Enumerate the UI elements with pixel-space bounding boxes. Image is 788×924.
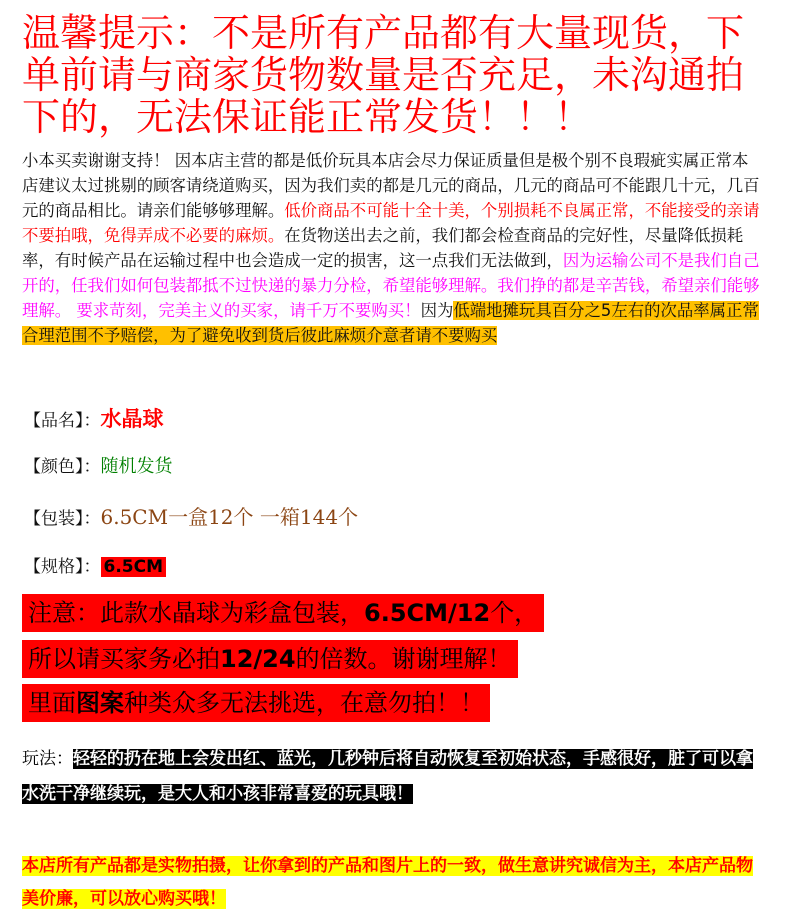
how-to-play xyxy=(22,742,767,812)
red-notice-line-3 xyxy=(22,684,490,722)
red-notice-1b: 6.5CM/12 xyxy=(364,599,491,627)
product-color-row xyxy=(24,452,173,482)
red-notice-2a: 所以请买家务必拍 xyxy=(28,645,220,673)
notice-because: 因为 xyxy=(420,301,454,320)
footer-text: 本店所有产品都是实物拍摄，让你拿到的产品和图片上的一致，做生意讲究诚信为主，本店产品物美价廉，可以放心购买哦！ xyxy=(22,856,753,909)
product-color-label: 【颜色】： xyxy=(24,457,101,477)
notice-defect-warning: 低价商品不可能十全十美，个别损耗不良属正常，不能接受的亲请不要拍哦，免得弄成不必要的麻烦。 xyxy=(22,201,760,245)
store-notice xyxy=(22,148,762,348)
product-pack-value: 6.5CM一盒12个 一箱144个 xyxy=(100,505,359,529)
notice-inspection: 在货物送出去之前，我们都会检查商品的完好性，尽量降低损耗率，有时候产品在运输过程中也会造成一定的损害，这一点我们无法做到， xyxy=(22,226,744,270)
product-pack-label: 【包装】： xyxy=(24,509,101,529)
red-notice-line-1 xyxy=(22,594,544,632)
red-notice-1a: 注意：此款水晶球为彩盒包装， xyxy=(28,599,364,627)
product-pack-row xyxy=(24,502,358,534)
red-notice-1c: 个， xyxy=(490,599,539,627)
product-color-value: 随机发货 xyxy=(100,456,173,477)
product-name-row xyxy=(24,404,164,436)
product-name-value: 水晶球 xyxy=(100,407,164,431)
product-spec-row xyxy=(24,552,166,582)
notice-intro: 小本买卖谢谢支持！ 因本店主营的都是低价玩具本店会尽力保证质量但是极个别不良瑕疵实属正常本店建议太过挑剔的顾客请绕道购买，因为我们卖的都是几元的商品，几元的商品可不能跟几十元，几百元的商品相比。请亲们能够够理解。 xyxy=(22,151,760,220)
red-notice-3b: 图案 xyxy=(76,689,124,717)
product-name-label: 【品名】： xyxy=(24,411,101,431)
product-spec-value: 6.5CM xyxy=(101,557,167,577)
red-notice-2b: 12/24 xyxy=(220,645,296,673)
play-text: 轻轻的扔在地上会发出红、蓝光，几秒钟后将自动恢复至初始状态，手感很好，脏了可以拿水洗干净继续玩，是大人和小孩非常喜爱的玩具哦！ xyxy=(22,749,753,804)
stock-warning: 温馨提示：不是所有产品都有大量现货，下单前请与商家货物数量是否充足，未沟通拍下的，无法保证能正常发货！！！ xyxy=(22,11,745,139)
red-notice-3a: 里面 xyxy=(28,689,76,717)
red-notice-2c: 的倍数。谢谢理解！ xyxy=(295,645,512,673)
store-footer-note xyxy=(22,850,767,916)
notice-shipping-damage: 因为运输公司不是我们自己开的，任我们如何包装都抵不过快递的暴力分检，希望能够理解。我们挣的都是辛苦钱，希望亲们能够理解。 要求苛刻，完美主义的买家，请千万不要购买！ xyxy=(22,251,760,320)
notice-defect-rate: 低端地摊玩具百分之5左右的次品率属正常合理范围不予赔偿，为了避免收到货后彼此麻烦介意者请不要购买 xyxy=(22,301,759,345)
red-notice-line-2 xyxy=(22,640,518,678)
red-notice-3c: 种类众多无法挑选，在意勿拍！！ xyxy=(124,689,484,717)
product-spec-label: 【规格】： xyxy=(24,557,101,577)
play-label: 玩法： xyxy=(22,749,73,769)
